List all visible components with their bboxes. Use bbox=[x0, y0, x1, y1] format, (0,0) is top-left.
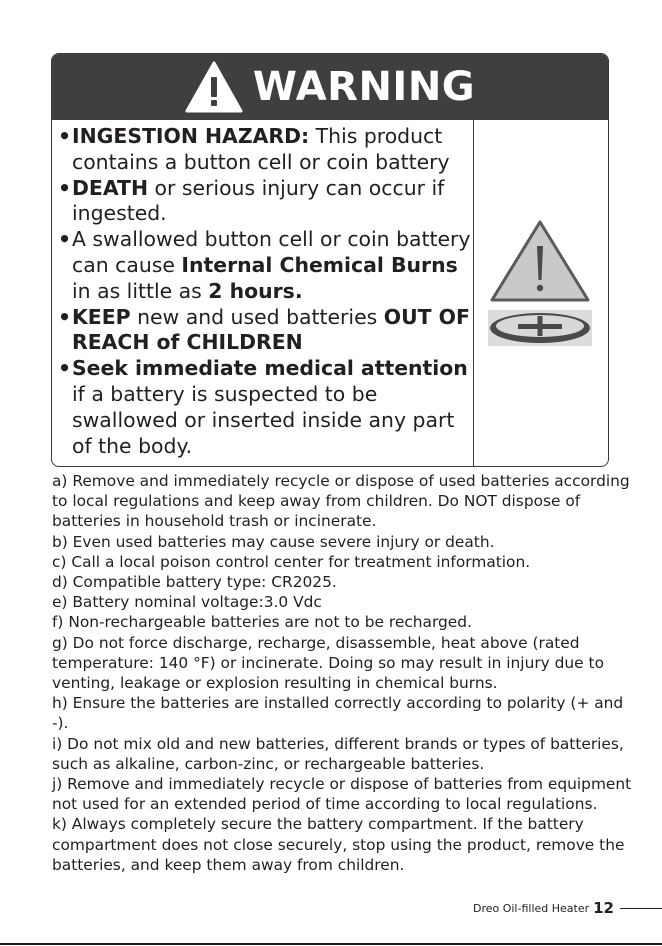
hazard-item: • KEEP new and used batteries OUT OF REACH of CHILDREN bbox=[58, 305, 473, 357]
battery-warning-icons bbox=[488, 218, 596, 348]
instruction-item: h) Ensure the batteries are installed correctly according to polarity (+ and -). bbox=[52, 694, 624, 733]
instruction-item: k) Always completely secure the battery compartment. If the battery compartment does not close securely, stop using the product, remove the batteries, and keep them away from children. bbox=[52, 815, 625, 874]
warning-box bbox=[51, 53, 609, 467]
warning-title: WARNING bbox=[252, 64, 476, 110]
warning-triangle-icon bbox=[185, 61, 243, 113]
instruction-item: b) Even used batteries may cause severe injury or death. bbox=[52, 532, 495, 551]
warning-header bbox=[52, 54, 608, 120]
page-number: 12 bbox=[593, 899, 614, 917]
instruction-item: g) Do not force discharge, recharge, disassemble, heat above (rated temperature: 140 °F) or incinerate. Doing so may result in injury due to venting, leakage or explosion resulting in chemical burns. bbox=[52, 633, 604, 693]
battery-instructions bbox=[52, 471, 632, 875]
battery-hazard-graphic bbox=[474, 120, 608, 466]
instruction-item: a) Remove and immediately recycle or dispose of used batteries according to local regulations and keep away from children. Do NOT dispose of batteries in household trash or incinerate. bbox=[52, 472, 630, 531]
instruction-item: i) Do not mix old and new batteries, different brands or types of batteries, such as alkaline, carbon-zinc, or rechargeable batteries. bbox=[52, 734, 624, 773]
hazard-item: • A swallowed button cell or coin battery can cause Internal Chemical Burns in as little as 2 hours. bbox=[58, 227, 473, 304]
instruction-item: d) Compatible battery type: CR2025. bbox=[52, 573, 337, 592]
footer-product-name: Dreo Oil-filled Heater bbox=[472, 901, 590, 915]
warning-body bbox=[52, 120, 608, 466]
hazard-item: • Seek immediate medical attention if a battery is suspected to be swallowed or inserted inside any part of the body. bbox=[58, 356, 473, 459]
instruction-item: j) Remove and immediately recycle or dispose of batteries from equipment not used for an extended period of time according to local regulations. bbox=[52, 775, 632, 814]
hazard-item: • DEATH or serious injury can occur if ingested. bbox=[58, 176, 473, 228]
bottom-rule bbox=[0, 943, 662, 945]
hazard-list bbox=[52, 120, 474, 466]
warning-triangle-icon bbox=[492, 222, 588, 300]
instruction-item: c) Call a local poison control center for treatment information. bbox=[52, 552, 531, 571]
instruction-item: e) Battery nominal voltage:3.0 Vdc bbox=[52, 593, 322, 612]
instruction-item: f) Non-rechargeable batteries are not to be recharged. bbox=[52, 613, 472, 632]
page-footer bbox=[473, 899, 662, 917]
coin-battery-icon bbox=[488, 310, 592, 346]
footer-divider bbox=[620, 908, 662, 909]
hazard-item: • INGESTION HAZARD: This product contains a button cell or coin battery bbox=[58, 124, 473, 176]
